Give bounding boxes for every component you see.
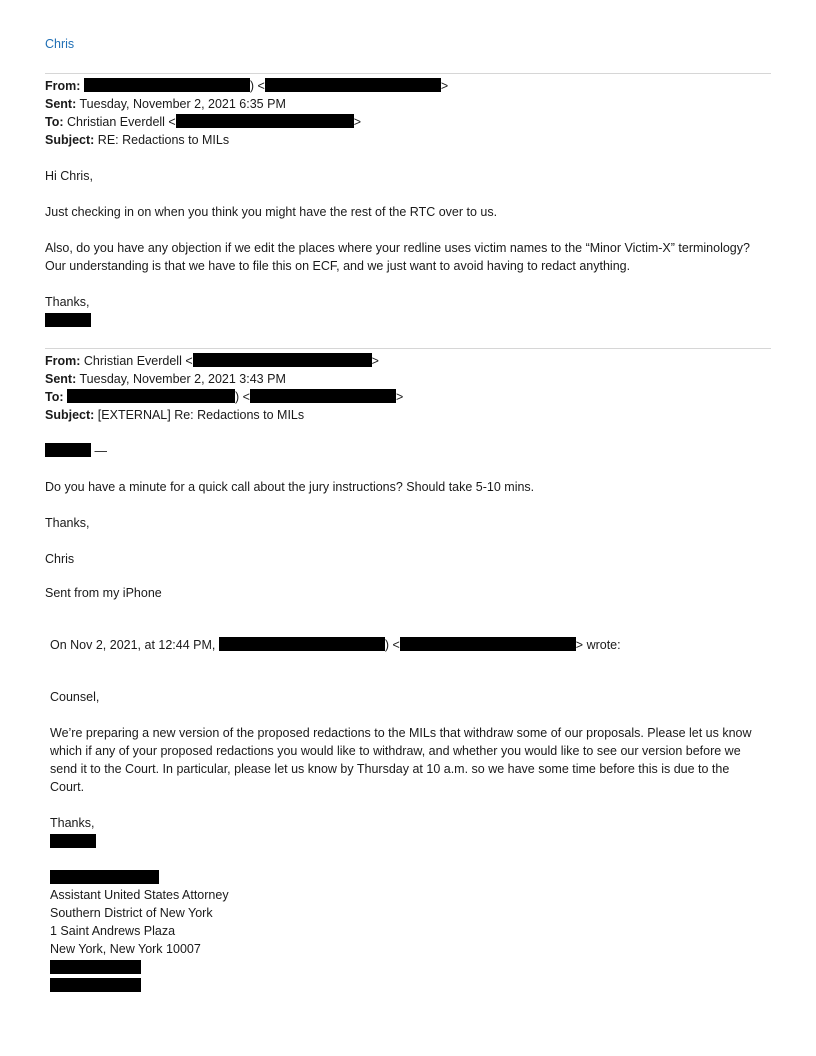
email2-from-line xyxy=(45,353,379,369)
email1-sent-line xyxy=(45,96,286,112)
separator: > xyxy=(395,390,404,404)
sender-name: Chris xyxy=(45,37,75,51)
redaction-bar xyxy=(67,389,235,403)
quoted-closing: Thanks, xyxy=(50,816,95,830)
redaction-bar xyxy=(265,78,441,92)
redaction-bar xyxy=(193,353,372,367)
email1-from-line xyxy=(45,78,448,94)
email1-closing: Thanks, xyxy=(45,295,90,309)
from-value: Christian Everdell < xyxy=(83,354,193,368)
email1-paragraph-1: Just checking in on when you think you might have the rest of the RTC over to us. xyxy=(45,205,498,219)
sent-value: Tuesday, November 2, 2021 6:35 PM xyxy=(79,97,286,111)
redaction-bar xyxy=(84,78,250,92)
to-label: To: xyxy=(45,390,64,404)
subject-label: Subject: xyxy=(45,133,95,147)
redaction-bar xyxy=(50,978,141,992)
redaction-bar xyxy=(176,114,354,128)
quoted-intro-end: > wrote: xyxy=(575,638,621,652)
email2-subject-line xyxy=(45,407,304,423)
from-label: From: xyxy=(45,354,81,368)
header-divider xyxy=(45,73,771,74)
separator: ) < xyxy=(235,390,250,404)
redaction-bar xyxy=(45,443,91,457)
quoted-paragraph-1: We’re preparing a new version of the proposed redactions to the MILs that withdraw some of our proposals. Please let us know which if any of your proposed redactions you would like to withdraw, and whether you would like to see our version before we send it to the Court. In particular, please let us know by Thursday at 10 a.m. so we have some time before this is due to the Court. xyxy=(50,726,752,794)
redaction-bar xyxy=(250,389,396,403)
email2-closing: Thanks, xyxy=(45,516,90,530)
redaction-bar xyxy=(400,637,576,651)
email2-paragraph-1: Do you have a minute for a quick call about the jury instructions? Should take 5-10 mins. xyxy=(45,480,535,494)
redaction-bar xyxy=(219,637,385,651)
redaction-bar xyxy=(50,834,96,848)
separator: ) < xyxy=(384,638,400,652)
sent-label: Sent: xyxy=(45,372,77,386)
sent-value: Tuesday, November 2, 2021 3:43 PM xyxy=(79,372,286,386)
email1-to-line xyxy=(45,114,361,130)
separator: > xyxy=(353,115,362,129)
signature-address-2: New York, New York 10007 xyxy=(50,942,201,956)
redaction-bar xyxy=(50,870,159,884)
quoted-intro xyxy=(50,637,621,653)
to-label: To: xyxy=(45,115,64,129)
to-value: Christian Everdell < xyxy=(67,115,176,129)
email2-signature: Chris xyxy=(45,552,75,566)
redaction-bar xyxy=(50,960,141,974)
signature-office: Southern District of New York xyxy=(50,906,213,920)
quoted-intro-start: On Nov 2, 2021, at 12:44 PM, xyxy=(50,638,216,652)
email1-subject-line xyxy=(45,132,229,148)
email-divider xyxy=(45,348,771,349)
subject-value: [EXTERNAL] Re: Redactions to MILs xyxy=(97,408,305,422)
email1-paragraph-2: Also, do you have any objection if we edit the places where your redline uses victim names to the “Minor Victim-X” terminology? Our understanding is that we have to file this on ECF, and we just want to avoid having to redact anything. xyxy=(45,241,750,273)
subject-value: RE: Redactions to MILs xyxy=(97,133,230,147)
email2-sent-line xyxy=(45,371,286,387)
sent-label: Sent: xyxy=(45,97,77,111)
signature-address-1: 1 Saint Andrews Plaza xyxy=(50,924,176,938)
quoted-greeting: Counsel, xyxy=(50,690,100,704)
signature-title: Assistant United States Attorney xyxy=(50,888,229,902)
dash: — xyxy=(94,444,107,458)
separator: > xyxy=(371,354,379,368)
separator: > xyxy=(440,79,449,93)
from-label: From: xyxy=(45,79,81,93)
subject-label: Subject: xyxy=(45,408,95,422)
email2-sent-from: Sent from my iPhone xyxy=(45,586,162,600)
redaction-bar xyxy=(45,313,91,327)
email2-to-line xyxy=(45,389,403,405)
email2-salutation xyxy=(45,443,107,459)
separator: ) < xyxy=(249,79,265,93)
email1-greeting: Hi Chris, xyxy=(45,169,93,183)
